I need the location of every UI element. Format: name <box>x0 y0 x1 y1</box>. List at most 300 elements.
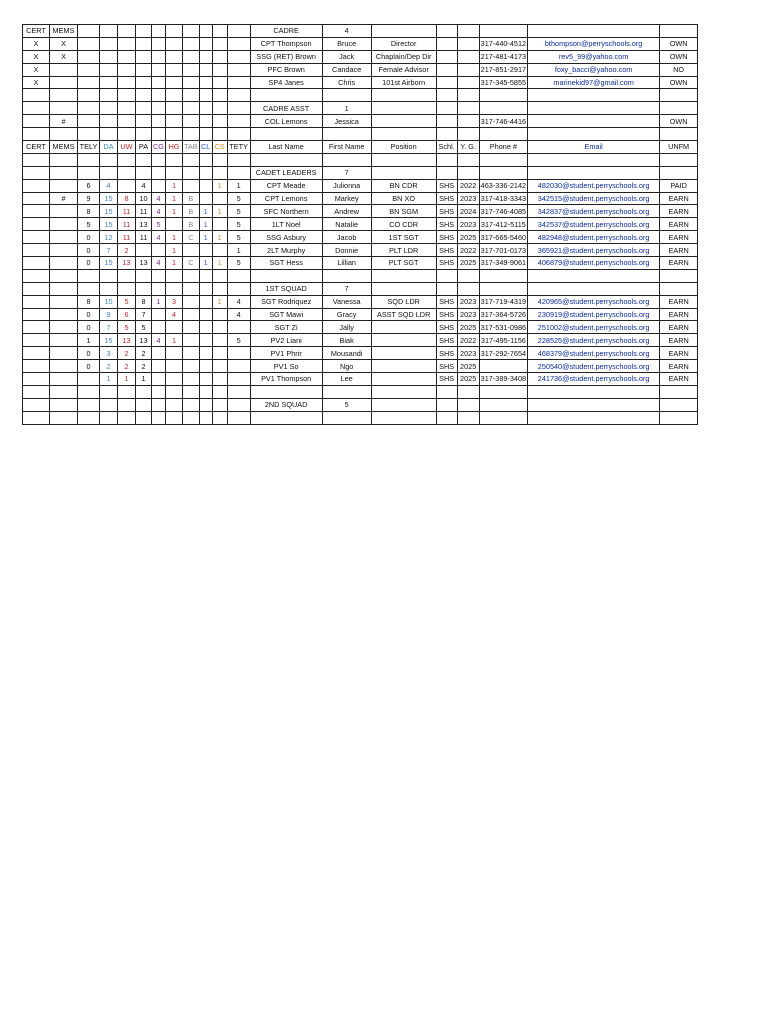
cell: SHS <box>436 334 457 347</box>
cell <box>152 128 166 141</box>
cell <box>479 411 527 424</box>
cell: 2 <box>100 360 118 373</box>
cell <box>118 76 136 89</box>
cell: DA <box>100 141 118 154</box>
cell: 5 <box>322 398 371 411</box>
cell <box>227 25 250 38</box>
cell <box>227 89 250 102</box>
cell: SQD LDR <box>371 295 436 308</box>
cell: SHS <box>436 231 457 244</box>
cell: SSG Asbury <box>250 231 322 244</box>
cell: SHS <box>436 218 457 231</box>
cell <box>457 37 479 50</box>
email-cell <box>528 102 660 115</box>
cell: OWN <box>660 115 698 128</box>
cell <box>479 360 527 373</box>
cell: MEMS <box>50 25 78 38</box>
cell: PLT LDR <box>371 244 436 257</box>
cell: CPT Meade <box>250 179 322 192</box>
cell <box>212 76 227 89</box>
cell: Director <box>371 37 436 50</box>
cell: Jally <box>322 321 371 334</box>
cell: 1 <box>118 373 136 386</box>
cell <box>660 398 698 411</box>
cell <box>183 411 200 424</box>
cell <box>183 373 200 386</box>
cell <box>100 385 118 398</box>
cell: 7 <box>100 244 118 257</box>
cell <box>183 360 200 373</box>
cell <box>212 192 227 205</box>
cell <box>78 282 100 295</box>
cell <box>436 63 457 76</box>
cell <box>479 153 527 166</box>
email-cell: 251002@student.perryschools.org <box>528 321 660 334</box>
cell <box>118 282 136 295</box>
cell: 1 <box>136 373 152 386</box>
cell: 2023 <box>457 295 479 308</box>
cell <box>78 411 100 424</box>
cell: 1 <box>322 102 371 115</box>
cell <box>23 218 50 231</box>
cell: Chris <box>322 76 371 89</box>
cell <box>436 37 457 50</box>
cell: SHS <box>436 257 457 270</box>
table-row <box>23 37 698 50</box>
table-row <box>23 153 698 166</box>
cell <box>118 153 136 166</box>
cell <box>212 334 227 347</box>
cell <box>136 411 152 424</box>
cell: 217-481-4173 <box>480 52 527 62</box>
cell: 4 <box>152 257 166 270</box>
email-cell <box>528 282 660 295</box>
cell: B <box>183 205 200 218</box>
cell <box>50 411 78 424</box>
cell: EARN <box>660 244 698 257</box>
cell: OWN <box>660 37 698 50</box>
cell: 4 <box>152 192 166 205</box>
cell: CS <box>212 141 227 154</box>
cell: 2025 <box>457 257 479 270</box>
cell: 6 <box>78 179 100 192</box>
cell: 3 <box>100 347 118 360</box>
cell <box>227 282 250 295</box>
cell <box>436 76 457 89</box>
cell: 317-364-5726 <box>480 310 527 320</box>
cell <box>212 308 227 321</box>
cell <box>183 244 200 257</box>
cell <box>23 360 50 373</box>
cell <box>660 89 698 102</box>
cell: 1LT Noel <box>250 218 322 231</box>
cell <box>166 411 183 424</box>
cell <box>436 89 457 102</box>
roster-spreadsheet <box>22 24 698 425</box>
cell <box>78 153 100 166</box>
cell <box>100 25 118 38</box>
email-cell: 365921@student.perryschools.org <box>528 244 660 257</box>
cell <box>457 25 479 38</box>
cell: Mousandi <box>322 347 371 360</box>
cell: CERT <box>23 141 50 154</box>
cell <box>227 63 250 76</box>
cell: 4 <box>152 334 166 347</box>
cell <box>212 218 227 231</box>
cell: 5 <box>227 334 250 347</box>
cell <box>250 411 322 424</box>
email-cell: 420965@student.perryschools.org <box>528 295 660 308</box>
cell <box>212 360 227 373</box>
cell <box>23 205 50 218</box>
cell <box>118 50 136 63</box>
cell <box>183 102 200 115</box>
cell <box>50 231 78 244</box>
cell: 2LT Murphy <box>250 244 322 257</box>
table-row <box>23 141 698 154</box>
cell <box>152 37 166 50</box>
cell <box>199 179 212 192</box>
cell: 317-746-4416 <box>480 116 527 126</box>
cell <box>457 166 479 179</box>
cell <box>50 244 78 257</box>
cell: PV1 Thompson <box>250 373 322 386</box>
cell: 5 <box>152 218 166 231</box>
cell: PV2 Liani <box>250 334 322 347</box>
cell <box>322 89 371 102</box>
cell: 15 <box>100 257 118 270</box>
cell: SHS <box>436 192 457 205</box>
cell <box>199 244 212 257</box>
cell <box>436 385 457 398</box>
cell: 11 <box>118 205 136 218</box>
cell <box>166 102 183 115</box>
email-cell <box>528 89 660 102</box>
cell <box>100 153 118 166</box>
cell <box>152 102 166 115</box>
cell <box>371 347 436 360</box>
cell <box>250 269 322 282</box>
cell <box>23 153 50 166</box>
cell <box>457 128 479 141</box>
cell: 317-701-0173 <box>480 245 527 255</box>
cell <box>152 360 166 373</box>
cell: 13 <box>136 257 152 270</box>
email-cell <box>528 25 660 38</box>
cell: EARN <box>660 360 698 373</box>
cell: 8 <box>118 192 136 205</box>
cell <box>166 360 183 373</box>
cell: BN XO <box>371 192 436 205</box>
cell: BN CDR <box>371 179 436 192</box>
cell: X <box>23 76 50 89</box>
cell <box>136 76 152 89</box>
cell: # <box>50 192 78 205</box>
cell <box>199 192 212 205</box>
cell: Biak <box>322 334 371 347</box>
cell <box>322 411 371 424</box>
cell: 1 <box>166 334 183 347</box>
cell <box>183 76 200 89</box>
cell <box>23 192 50 205</box>
cell <box>136 89 152 102</box>
cell: 2ND SQUAD <box>250 398 322 411</box>
cell: EARN <box>660 218 698 231</box>
cell: UW <box>118 141 136 154</box>
cell: Candace <box>322 63 371 76</box>
cell <box>371 282 436 295</box>
cell <box>50 63 78 76</box>
cell <box>50 166 78 179</box>
cell <box>136 385 152 398</box>
cell <box>371 321 436 334</box>
cell: 9 <box>78 192 100 205</box>
cell: TAB <box>184 142 198 152</box>
cell: 317-412-5115 <box>480 219 526 229</box>
email-cell: 482030@student.perryschools.org <box>528 179 660 192</box>
table-row <box>23 102 698 115</box>
cell <box>371 153 436 166</box>
cell: SSG (RET) Brown <box>250 50 322 63</box>
cell: 5 <box>78 218 100 231</box>
cell <box>23 269 50 282</box>
cell: 317-746-4085 <box>480 206 527 216</box>
cell <box>227 373 250 386</box>
cell: 1 <box>199 205 212 218</box>
table-row <box>23 373 698 386</box>
cell <box>152 282 166 295</box>
cell <box>436 269 457 282</box>
cell <box>199 76 212 89</box>
email-cell: bthompson@perryschools.org <box>528 37 660 50</box>
cell <box>50 373 78 386</box>
cell <box>199 269 212 282</box>
cell: OWN <box>660 50 698 63</box>
cell: SFC Northern <box>250 205 322 218</box>
cell <box>136 63 152 76</box>
cell <box>136 244 152 257</box>
cell <box>50 269 78 282</box>
cell <box>212 411 227 424</box>
cell <box>199 373 212 386</box>
cell <box>100 282 118 295</box>
cell <box>50 153 78 166</box>
email-cell: marinekid97@gmail.com <box>528 76 660 89</box>
cell <box>152 347 166 360</box>
cell <box>183 115 200 128</box>
cell <box>50 282 78 295</box>
cell: MEMS <box>50 141 78 154</box>
cell: 10 <box>100 295 118 308</box>
cell <box>118 411 136 424</box>
cell: X <box>23 37 50 50</box>
cell <box>136 269 152 282</box>
cell: 2022 <box>457 244 479 257</box>
cell <box>136 102 152 115</box>
cell <box>212 321 227 334</box>
cell <box>322 153 371 166</box>
cell <box>23 166 50 179</box>
cell: Donnie <box>322 244 371 257</box>
cell <box>199 334 212 347</box>
cell <box>166 385 183 398</box>
cell <box>78 63 100 76</box>
cell <box>212 128 227 141</box>
cell: SHS <box>436 347 457 360</box>
cell: 4 <box>100 179 118 192</box>
cell: 2025 <box>457 360 479 373</box>
cell: 12 <box>100 231 118 244</box>
cell <box>152 50 166 63</box>
cell: Markey <box>322 192 371 205</box>
cell: C <box>183 257 200 270</box>
cell <box>183 25 200 38</box>
cell: 13 <box>136 218 152 231</box>
table-row <box>23 76 698 89</box>
cell: HG <box>166 141 183 154</box>
cell <box>457 102 479 115</box>
cell <box>660 102 698 115</box>
cell <box>136 166 152 179</box>
cell <box>436 166 457 179</box>
cell: 1 <box>166 257 183 270</box>
cell: 0 <box>78 360 100 373</box>
cell <box>660 153 698 166</box>
table-row <box>23 25 698 38</box>
cell: 1 <box>199 231 212 244</box>
cell: 1 <box>227 179 250 192</box>
cell: 1 <box>212 231 227 244</box>
cell: EARN <box>660 373 698 386</box>
cell <box>50 334 78 347</box>
cell <box>166 115 183 128</box>
table-row <box>23 192 698 205</box>
cell <box>50 128 78 141</box>
table-row <box>23 360 698 373</box>
cell <box>322 269 371 282</box>
table-row <box>23 411 698 424</box>
email-cell <box>528 115 660 128</box>
table-row <box>23 50 698 63</box>
cell <box>152 153 166 166</box>
table-row <box>23 231 698 244</box>
cell <box>183 166 200 179</box>
cell: Position <box>371 141 436 154</box>
cell <box>78 166 100 179</box>
cell <box>457 63 479 76</box>
cell <box>660 269 698 282</box>
cell <box>23 128 50 141</box>
cell <box>136 115 152 128</box>
cell: 1 <box>199 257 212 270</box>
cell <box>371 166 436 179</box>
cell: Schl. <box>436 141 457 154</box>
cell <box>100 63 118 76</box>
cell <box>479 385 527 398</box>
cell <box>479 166 527 179</box>
cell: 217-851-2917 <box>480 65 527 75</box>
cell: 7 <box>100 321 118 334</box>
cell: 1 <box>212 257 227 270</box>
cell <box>100 115 118 128</box>
cell <box>118 398 136 411</box>
cell <box>78 25 100 38</box>
cell: 5 <box>227 257 250 270</box>
cell: 0 <box>78 231 100 244</box>
cell <box>166 76 183 89</box>
cell <box>23 102 50 115</box>
cell: 3 <box>166 295 183 308</box>
email-cell <box>528 166 660 179</box>
cell <box>457 76 479 89</box>
cell: CADRE ASST <box>250 102 322 115</box>
cell: X <box>50 37 78 50</box>
cell <box>371 128 436 141</box>
email-cell: 342837@student.perryschools.org <box>528 205 660 218</box>
cell <box>23 295 50 308</box>
email-cell <box>528 385 660 398</box>
cell <box>199 295 212 308</box>
cell <box>23 115 50 128</box>
cell: 1ST SQUAD <box>250 282 322 295</box>
cell <box>166 218 183 231</box>
cell: 5 <box>227 218 250 231</box>
cell: 1 <box>166 205 183 218</box>
table-row <box>23 269 698 282</box>
cell <box>212 50 227 63</box>
cell: EARN <box>660 334 698 347</box>
cell: Julionna <box>322 179 371 192</box>
cell: Gracy <box>322 308 371 321</box>
cell <box>50 205 78 218</box>
cell <box>136 128 152 141</box>
cell: 15 <box>100 205 118 218</box>
cell: 0 <box>78 308 100 321</box>
cell: C <box>183 231 200 244</box>
cell: Y. G. <box>457 141 479 154</box>
cell <box>479 398 527 411</box>
cell: EARN <box>660 321 698 334</box>
cell <box>152 244 166 257</box>
cell <box>100 398 118 411</box>
cell: 2023 <box>457 192 479 205</box>
cell: 10 <box>136 192 152 205</box>
cell <box>212 244 227 257</box>
cell <box>100 128 118 141</box>
cell <box>152 321 166 334</box>
cell: 1 <box>212 179 227 192</box>
cell: EARN <box>660 205 698 218</box>
cell <box>23 411 50 424</box>
cell <box>23 231 50 244</box>
cell <box>212 347 227 360</box>
cell <box>227 102 250 115</box>
cell <box>152 115 166 128</box>
table-row <box>23 128 698 141</box>
cell <box>212 89 227 102</box>
cell: 2022 <box>457 179 479 192</box>
cell: Chaplain/Dep Dir <box>371 50 436 63</box>
cell <box>183 334 200 347</box>
cell: Female Advisor <box>371 63 436 76</box>
cell: 1 <box>166 192 183 205</box>
cell <box>371 25 436 38</box>
cell <box>479 282 527 295</box>
cell: 0 <box>78 347 100 360</box>
cell: 317-349-9061 <box>480 258 527 268</box>
cell: Ngo <box>322 360 371 373</box>
cell <box>457 50 479 63</box>
